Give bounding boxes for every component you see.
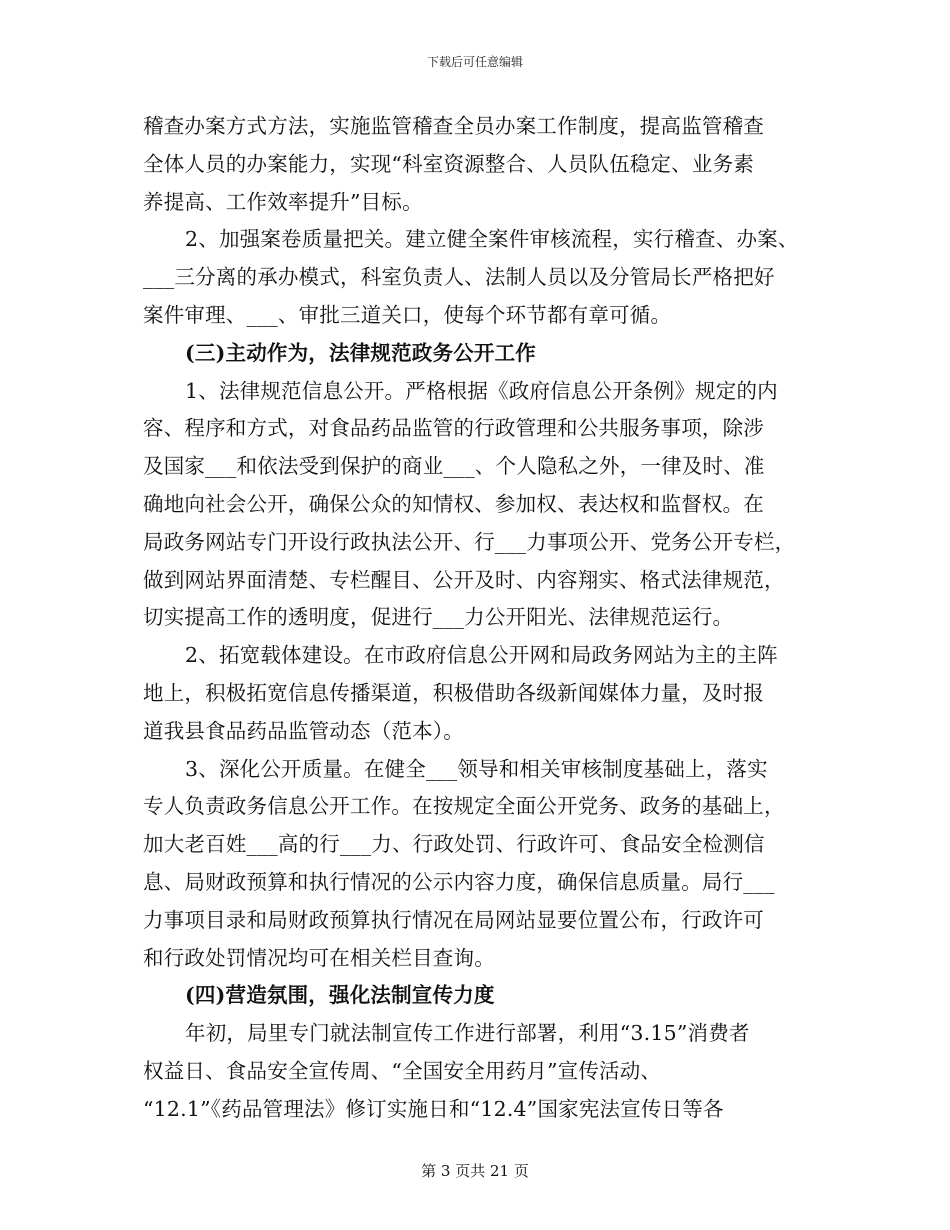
paragraph-line: 全体人员的办案能力，实现“科室资源整合、人员队伍稳定、业务素 — [143, 151, 754, 176]
paragraph-line: 切实提高工作的透明度，促进行___力公开阳光、法律规范运行。 — [143, 605, 734, 630]
paragraph-line: ___三分离的承办模式，科室负责人、法制人员以及分管局长严格把好 — [143, 265, 775, 290]
paragraph-line: 年初，局里专门就法制宣传工作进行部署，利用“3.15”消费者 — [185, 1021, 750, 1046]
paragraph-line: 加大老百姓___高的行___力、行政处罚、行政许可、食品安全检测信 — [143, 832, 765, 857]
paragraph-line: 做到网站界面清楚、专栏醒目、公开及时、内容翔实、格式法律规范， — [143, 567, 785, 592]
paragraph-line: 2、加强案卷质量把关。建立健全案件审核流程，实行稽查、办案、 — [185, 227, 799, 252]
paragraph-line: 局政务网站专门开设行政执法公开、行___力事项公开、党务公开专栏， — [143, 529, 796, 554]
paragraph-line: 3、深化公开质量。在健全___领导和相关审核制度基础上，落实 — [185, 756, 768, 781]
page-footer: 第 3 页共 21 页 — [421, 1162, 529, 1180]
paragraph-line: 容、程序和方式，对食品药品监管的行政管理和公共服务事项，除涉 — [143, 416, 764, 441]
paragraph-line: 案件审理、___、审批三道关口，使每个环节都有章可循。 — [143, 302, 672, 327]
paragraph-line: 道我县食品药品监管动态（范本）。 — [143, 718, 464, 743]
paragraph-line: 和行政处罚情况均可在相关栏目查询。 — [143, 945, 495, 970]
paragraph-line: 力事项目录和局财政预算执行情况在局网站显要位置公布，行政许可 — [143, 907, 764, 932]
paragraph-line: 1、法律规范信息公开。严格根据《政府信息公开条例》规定的内 — [185, 378, 778, 403]
paragraph-line: 专人负责政务信息公开工作。在按规定全面公开党务、政务的基础上， — [143, 794, 785, 819]
paragraph-line: 确地向社会公开，确保公众的知情权、参加权、表达权和监督权。在 — [143, 491, 764, 516]
paragraph-line: 息、局财政预算和执行情况的公示内容力度，确保信息质量。局行___ — [143, 869, 775, 894]
paragraph-line: 及国家___和依法受到保护的商业___、个人隐私之外，一律及时、准 — [143, 454, 765, 479]
document-body — [143, 108, 813, 1129]
paragraph-line: 稽查办案方式方法，实施监管稽查全员办案工作制度，提高监管稽查 — [143, 114, 764, 138]
paragraph-line: “12.1”《药品管理法》修订实施日和“12.4”国家宪法宣传日等各 — [143, 1096, 724, 1121]
section-heading: (四)营造氛围，强化法制宣传力度 — [185, 983, 495, 1008]
page-header: 下载后可任意编辑 — [426, 55, 523, 69]
paragraph-line: 2、拓宽载体建设。在市政府信息公开网和局政务网站为主的主阵 — [185, 643, 778, 668]
paragraph-line: 权益日、食品安全宣传周、“全国安全用药月”宣传活动、 — [143, 1058, 662, 1083]
paragraph-line: 地上，积极拓宽信息传播渠道，积极借助各级新闻媒体力量，及时报 — [143, 680, 764, 705]
section-heading: (三)主动作为，法律规范政务公开工作 — [185, 340, 536, 365]
paragraph-line: 养提高、工作效率提升”目标。 — [143, 189, 423, 214]
